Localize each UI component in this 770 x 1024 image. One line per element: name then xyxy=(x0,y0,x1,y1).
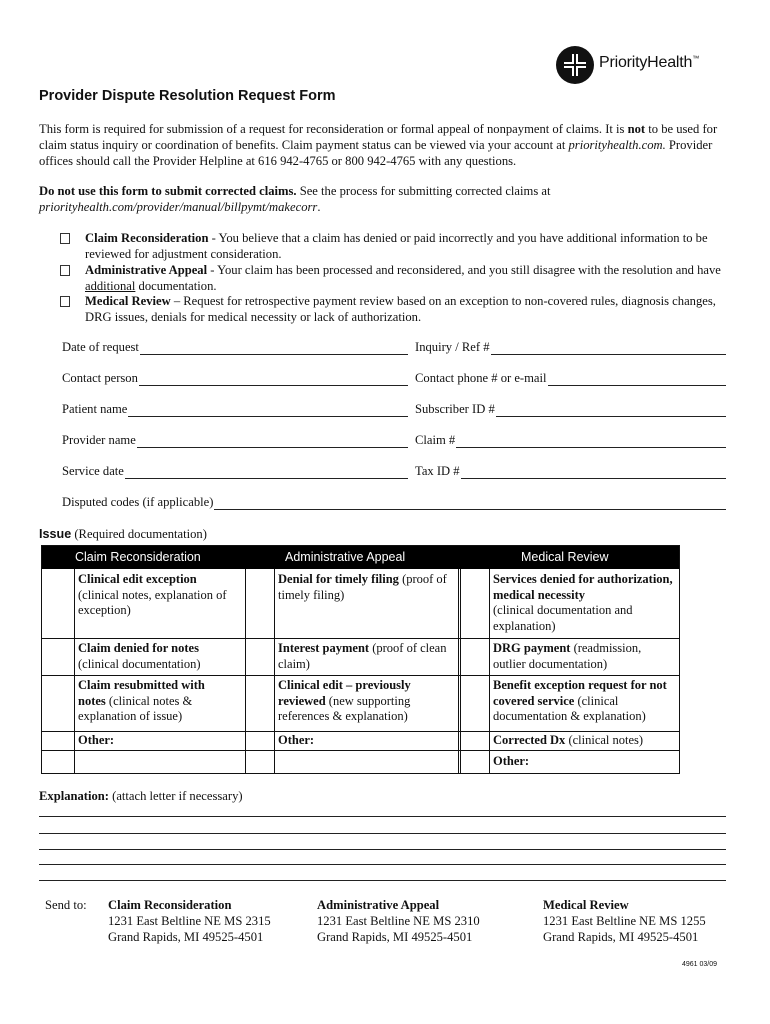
recon-checkbox-1[interactable] xyxy=(42,569,74,638)
medical-checkbox-other[interactable] xyxy=(461,751,489,773)
admin-timely-filing: Denial for timely filing (proof of timely filing) xyxy=(278,572,447,602)
inquiry-ref-field[interactable]: Inquiry / Ref # xyxy=(415,339,726,355)
claim-reconsideration-checkbox[interactable] xyxy=(60,233,70,244)
recon-checkbox-3[interactable] xyxy=(42,676,74,731)
medical-drg-payment: DRG payment (readmission, outlier documentation) xyxy=(493,641,642,671)
recon-checkbox-other[interactable] xyxy=(42,732,74,750)
contact-person-field[interactable]: Contact person xyxy=(62,370,408,386)
medical-review-checkbox[interactable] xyxy=(60,296,70,307)
recon-clinical-edit-exception: Clinical edit exception (clinical notes, explanation of exception) xyxy=(78,572,227,617)
provider-name-field[interactable]: Provider name xyxy=(62,432,408,448)
form-number: 4961 03/09 xyxy=(682,961,718,968)
issue-table xyxy=(41,545,680,774)
explanation-line-3[interactable] xyxy=(39,849,726,850)
option-medical-review: Medical Review – Request for retrospective payment review based on an exception to non-covered rules, diagnosis changes, DRG issues, denials for medical necessity or lack of authorization. xyxy=(60,293,730,325)
recon-other: Other: xyxy=(78,733,115,747)
contact-phone-field[interactable]: Contact phone # or e-mail xyxy=(415,370,726,386)
recon-claim-denied-for-notes: Claim denied for notes (clinical documentation) xyxy=(78,641,201,671)
send-to-label: Send to: xyxy=(45,898,87,912)
makecorr-link: priorityhealth.com/provider/manual/billpymt/makecorr xyxy=(39,200,318,214)
medical-benefit-exception: Benefit exception request for not covered service (clinical documentation & explanation) xyxy=(493,678,667,723)
logo-cross-icon xyxy=(556,46,594,84)
address-claim-reconsideration: Claim Reconsideration 1231 East Beltline NE MS 2315 Grand Rapids, MI 49525-4501 xyxy=(108,898,271,944)
patient-name-field[interactable]: Patient name xyxy=(62,401,408,417)
intro-paragraph: This form is required for submission of a request for reconsideration or formal appeal of nonpayment of claims. It is not to be used for claim status inquiry or coordination of benefits. Claim payment status can be viewed via your account at priorityhealth.com. Provider offices should call the Provider Helpline at 616 942-4765 or 800 942-4765 with any questions. xyxy=(39,122,718,168)
disputed-codes-field[interactable]: Disputed codes (if applicable) xyxy=(62,494,726,510)
priority-health-logo xyxy=(556,46,726,88)
subscriber-id-field[interactable]: Subscriber ID # xyxy=(415,401,726,417)
medical-services-denied: Services denied for authorization, medical necessity (clinical documentation and explanation) xyxy=(493,572,673,633)
explanation-label: Explanation: (attach letter if necessary) xyxy=(39,789,243,803)
admin-clinical-edit-reviewed: Clinical edit – previously reviewed (new supporting references & explanation) xyxy=(278,678,411,723)
claim-number-field[interactable]: Claim # xyxy=(415,432,726,448)
brand-trademark: ™ xyxy=(692,55,700,63)
admin-checkbox-other[interactable] xyxy=(246,732,274,750)
medical-checkbox-4[interactable] xyxy=(461,732,489,750)
medical-other: Other: xyxy=(493,754,530,768)
admin-interest-payment: Interest payment (proof of clean claim) xyxy=(278,641,447,671)
recon-checkbox-2[interactable] xyxy=(42,639,74,675)
issue-table-header xyxy=(42,546,679,569)
address-administrative-appeal: Administrative Appeal 1231 East Beltline NE MS 2310 Grand Rapids, MI 49525-4501 xyxy=(317,898,480,944)
issue-heading: Issue (Required documentation) xyxy=(39,527,207,541)
service-date-field[interactable]: Service date xyxy=(62,463,408,479)
page-title: Provider Dispute Resolution Request Form xyxy=(39,88,336,104)
tax-id-field[interactable]: Tax ID # xyxy=(415,463,726,479)
medical-checkbox-1[interactable] xyxy=(461,569,489,638)
option-claim-reconsideration: Claim Reconsideration - You believe that a claim has denied or paid incorrectly and you have additional information to be reviewed for adjustment consideration. xyxy=(60,230,730,262)
explanation-line-1[interactable] xyxy=(39,816,726,817)
explanation-line-5[interactable] xyxy=(39,880,726,881)
admin-checkbox-3[interactable] xyxy=(246,676,274,731)
admin-checkbox-1[interactable] xyxy=(246,569,274,638)
header-administrative-appeal: Administrative Appeal xyxy=(285,550,406,564)
option-administrative-appeal: Administrative Appeal - Your claim has been processed and reconsidered, and you still disagree with the resolution and have additional documentation. xyxy=(60,262,730,294)
header-medical-review: Medical Review xyxy=(521,550,609,564)
corrected-claims-notice: Do not use this form to submit corrected claims. See the process for submitting corrected claims at priorityhealth.com/provider/manual/billpymt/makecorr. xyxy=(39,184,551,214)
admin-other: Other: xyxy=(278,733,315,747)
brand-name: PriorityHealth xyxy=(599,54,693,71)
explanation-line-4[interactable] xyxy=(39,864,726,865)
header-claim-reconsideration: Claim Reconsideration xyxy=(75,550,201,564)
medical-checkbox-3[interactable] xyxy=(461,676,489,731)
recon-claim-resubmitted: Claim resubmitted with notes (clinical notes & explanation of issue) xyxy=(78,678,205,723)
admin-checkbox-2[interactable] xyxy=(246,639,274,675)
explanation-line-2[interactable] xyxy=(39,833,726,834)
address-medical-review: Medical Review 1231 East Beltline NE MS 1255 Grand Rapids, MI 49525-4501 xyxy=(543,898,706,944)
date-of-request-field[interactable]: Date of request xyxy=(62,339,408,355)
medical-corrected-dx: Corrected Dx (clinical notes) xyxy=(493,733,644,747)
administrative-appeal-checkbox[interactable] xyxy=(60,265,70,276)
medical-checkbox-2[interactable] xyxy=(461,639,489,675)
